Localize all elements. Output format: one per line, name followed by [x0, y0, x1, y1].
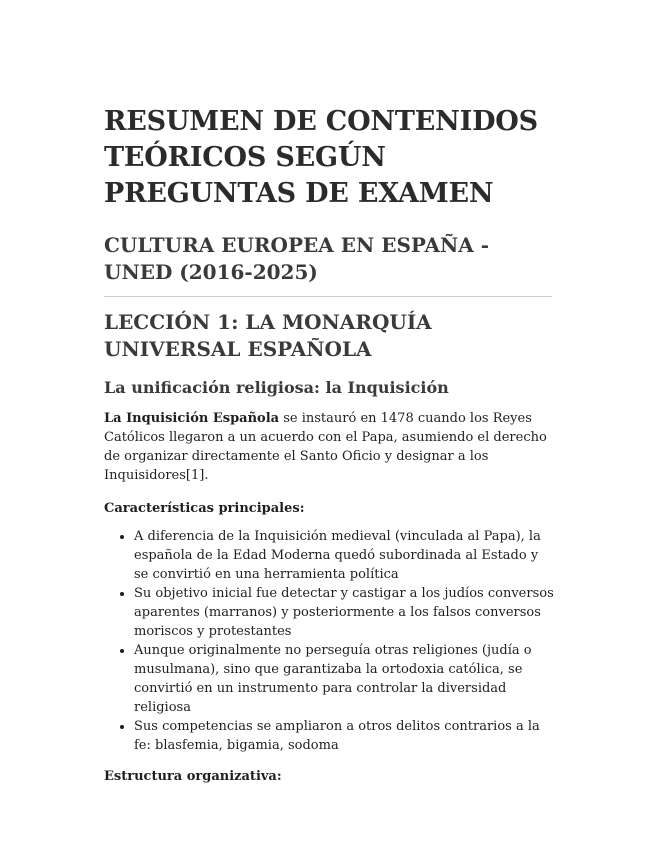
- intro-text: se instauró en 1478 cuando los Reyes Católicos llegaron a un acuerdo con el Papa, asumiendo el derecho de organizar directamente el Santo Oficio y designar a los Inquisidores[1].: [104, 411, 547, 483]
- structure-label: Estructura organizativa:: [104, 769, 282, 784]
- intro-paragraph: [104, 409, 556, 485]
- list-item: • Sus competencias se ampliaron a otros delitos contrarios a la fe: blasfemia, bigamia, sodoma: [134, 717, 556, 755]
- document-title: RESUMEN DE CONTENIDOS TEÓRICOS SEGÚN PREGUNTAS DE EXAMEN: [104, 106, 538, 209]
- characteristics-label: Características principales:: [104, 501, 305, 516]
- section-heading: La unificación religiosa: la Inquisición: [104, 378, 449, 397]
- characteristics-list: [104, 527, 556, 755]
- section-divider: [104, 296, 552, 297]
- list-item: • A diferencia de la Inquisición medieval (vinculada al Papa), la española de la Edad Moderna quedó subordinada al Estado y se convirtió en una herramienta política: [134, 527, 556, 584]
- document-subtitle: CULTURA EUROPEA EN ESPAÑA - UNED (2016-2025): [104, 233, 490, 284]
- lesson-heading: LECCIÓN 1: LA MONARQUÍA UNIVERSAL ESPAÑOLA: [104, 310, 432, 361]
- list-item: • Su objetivo inicial fue detectar y castigar a los judíos conversos aparentes (marranos) y posteriormente a los falsos conversos moriscos y protestantes: [134, 584, 556, 641]
- list-item: • Aunque originalmente no perseguía otras religiones (judía o musulmana), sino que garantizaba la ortodoxia católica, se convirtió en un instrumento para controlar la diversidad religiosa: [134, 641, 556, 717]
- intro-bold-lead: La Inquisición Española: [104, 411, 280, 426]
